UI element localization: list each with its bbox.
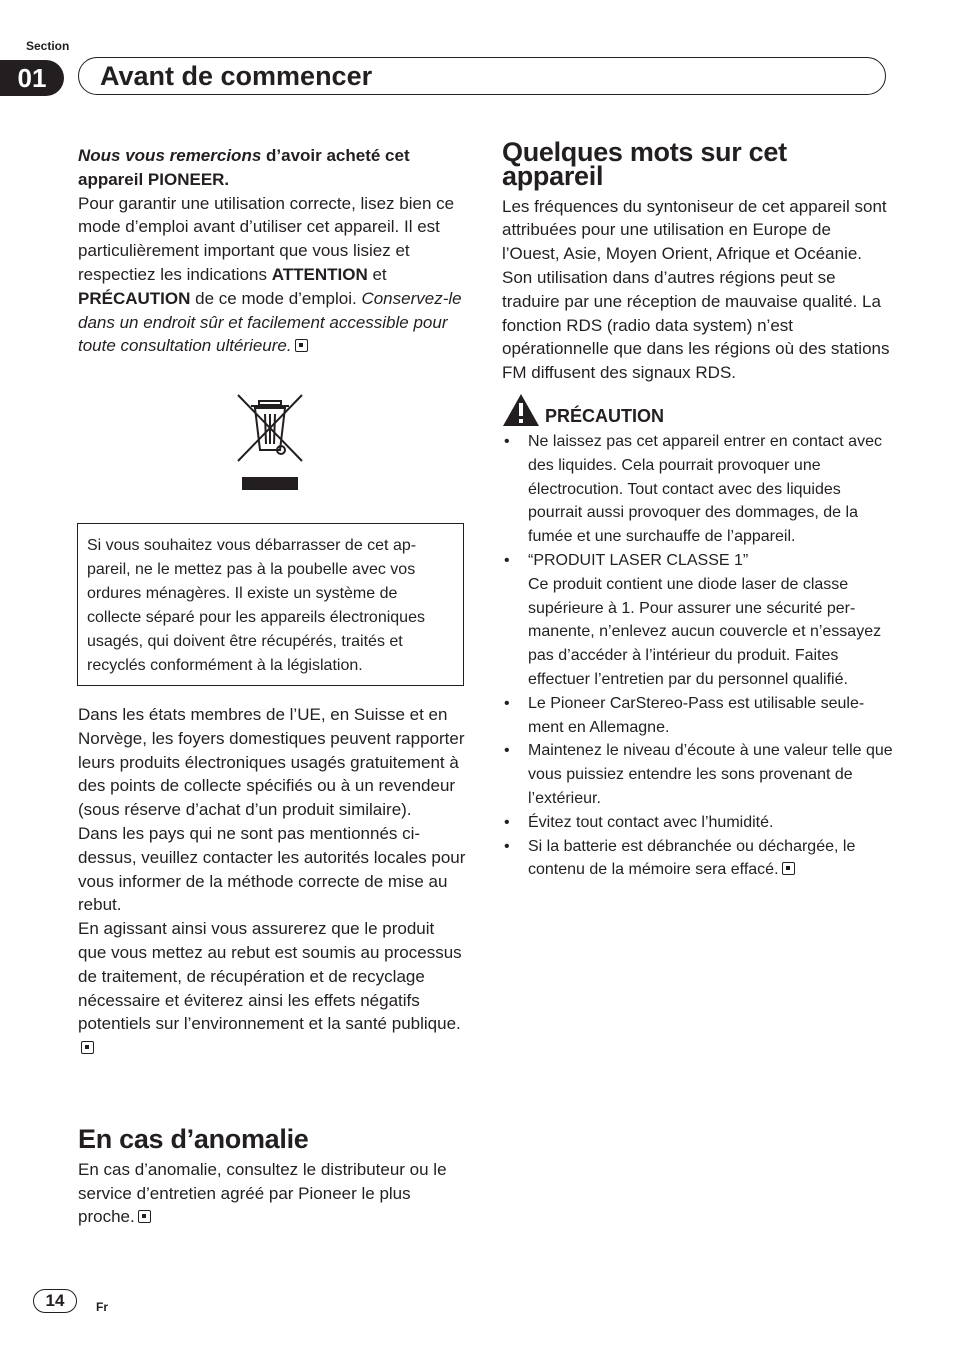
list-item: • “PRODUIT LASER CLASSE 1” xyxy=(502,549,894,573)
section-title: Avant de commencer xyxy=(100,61,373,91)
intro-text: Pour garantir une utilisation correcte, lisez bien ce mode d’emploi avant d’utiliser cet appareil. Il est particulièrement important que vous lisiez et respectiez les indications xyxy=(78,193,455,284)
list-item: • Ne laissez pas cet appareil entrer en contact avec des liquides. Cela pourrait provoquer une électrocution. Tout contact avec des liquides pourrait aussi provoquer des dommages, de la fumée et une surchauffe de l’appareil. xyxy=(502,430,894,549)
caution-list-wrap xyxy=(502,430,894,882)
precaution-term: PRÉCAUTION xyxy=(78,288,191,308)
caution-heading: PRÉCAUTION xyxy=(545,406,665,426)
eu-paragraph-2: Dans les pays qui ne sont pas mentionnés ci-dessus, veuillez contacter les autorités locales pour vous informer de la méthode correcte de mise au rebut. xyxy=(78,823,466,915)
list-item: • Évitez tout contact avec l’humidité. xyxy=(502,811,894,835)
crossed-bin-icon xyxy=(234,392,306,492)
language-code: Fr xyxy=(96,1300,108,1314)
anomaly-text: En cas d’anomalie, consultez le distributeur ou le service d’entretien agréé par Pioneer le plus proche. xyxy=(78,1159,447,1227)
eu-paragraph-3-wrap xyxy=(78,917,466,1060)
intro-text-end: de ce mode d’emploi. xyxy=(190,288,362,308)
thanks-rest: d’avoir acheté cet appareil PIONEER. xyxy=(78,146,410,189)
section-label: Section xyxy=(26,39,70,53)
eu-disposal-text xyxy=(78,703,466,1060)
anomaly-paragraph xyxy=(78,1158,466,1229)
end-of-section-icon xyxy=(81,1041,94,1054)
intro-italic: Conservez-le dans un endroit sûr et facilement accessible pour toute consultation ultérieure. xyxy=(78,288,462,356)
about-text: Les fréquences du syntoniseur de cet appareil sont attribuées pour une utilisation en Europe de l’Ouest, Asie, Moyen Orient, Afrique et Océanie. Son utilisation dans d’autres régions peut se traduire par une réception de mauvaise qualité. La fonction RDS (radio data system) n’est opérationnelle que dans les régions où des stations FM diffusent des signaux RDS. xyxy=(502,196,890,383)
list-item: • Maintenez le niveau d’écoute à une valeur telle que vous puissiez entendre les sons provenant de l’extérieur. xyxy=(502,739,894,810)
intro-paragraph xyxy=(78,192,466,359)
eu-paragraph-3: En agissant ainsi vous assurerez que le produit que vous mettez au rebut est soumis au processus de traitement, de récupération et de recyclage nécessaire et éviterez ainsi les effets négatifs potentiels sur l’environnement et la santé publique. xyxy=(78,919,462,1034)
attention-term: ATTENTION xyxy=(271,264,368,284)
thanks-italic: Nous vous remercions xyxy=(78,146,262,165)
list-item: • Le Pioneer CarStereo-Pass est utilisable seulement en Allemagne. xyxy=(502,692,894,740)
end-of-section-icon xyxy=(782,862,795,875)
eu-paragraph-1: Dans les états membres de l’UE, en Suisse et en Norvège, les foyers domestiques peuvent rapporter leurs produits électroniques usagés gratuitement à des points de collecte spécifiés ou à un revendeur (sous réserve d’achat d’un produit similaire). xyxy=(78,705,465,820)
warning-triangle-icon xyxy=(502,393,540,427)
disposal-notice-box xyxy=(77,523,464,686)
list-item-continuation: Ce produit contient une diode laser de classe supérieure à 1. Pour assurer une sécurité permanente, n’enlevez aucun couvercle et n’essayez pas d’accéder à l’intérieur du produit. Faites effectuer l’entretien par du personnel qualifié. xyxy=(528,575,882,688)
end-of-section-icon xyxy=(138,1210,151,1223)
list-item-text: Si la batterie est débranchée ou déchargée, le contenu de la mémoire sera effacé. xyxy=(528,837,856,879)
anomaly-section xyxy=(78,1124,466,1229)
intro-et: et xyxy=(367,264,387,284)
about-heading: Quelques mots sur cet appareil xyxy=(502,137,787,191)
about-section xyxy=(502,137,892,385)
anomaly-heading: En cas d’anomalie xyxy=(78,1124,309,1154)
caution-list xyxy=(502,430,894,882)
disposal-notice-text: Si vous souhaitez vous débarrasser de cet appareil, ne le mettez pas à la poubelle avec vos ordures ménagères. Il existe un système de collecte séparé pour les appareils électroniques usagés, qui doivent être récupérés, traités et recyclés conformément à la législation. xyxy=(87,537,425,674)
intro-block xyxy=(78,144,466,358)
thanks-line xyxy=(78,144,466,192)
page-number: 14 xyxy=(33,1289,77,1313)
list-item-last xyxy=(502,835,894,883)
section-number-badge: 01 xyxy=(0,60,64,96)
end-of-section-icon xyxy=(295,339,308,352)
